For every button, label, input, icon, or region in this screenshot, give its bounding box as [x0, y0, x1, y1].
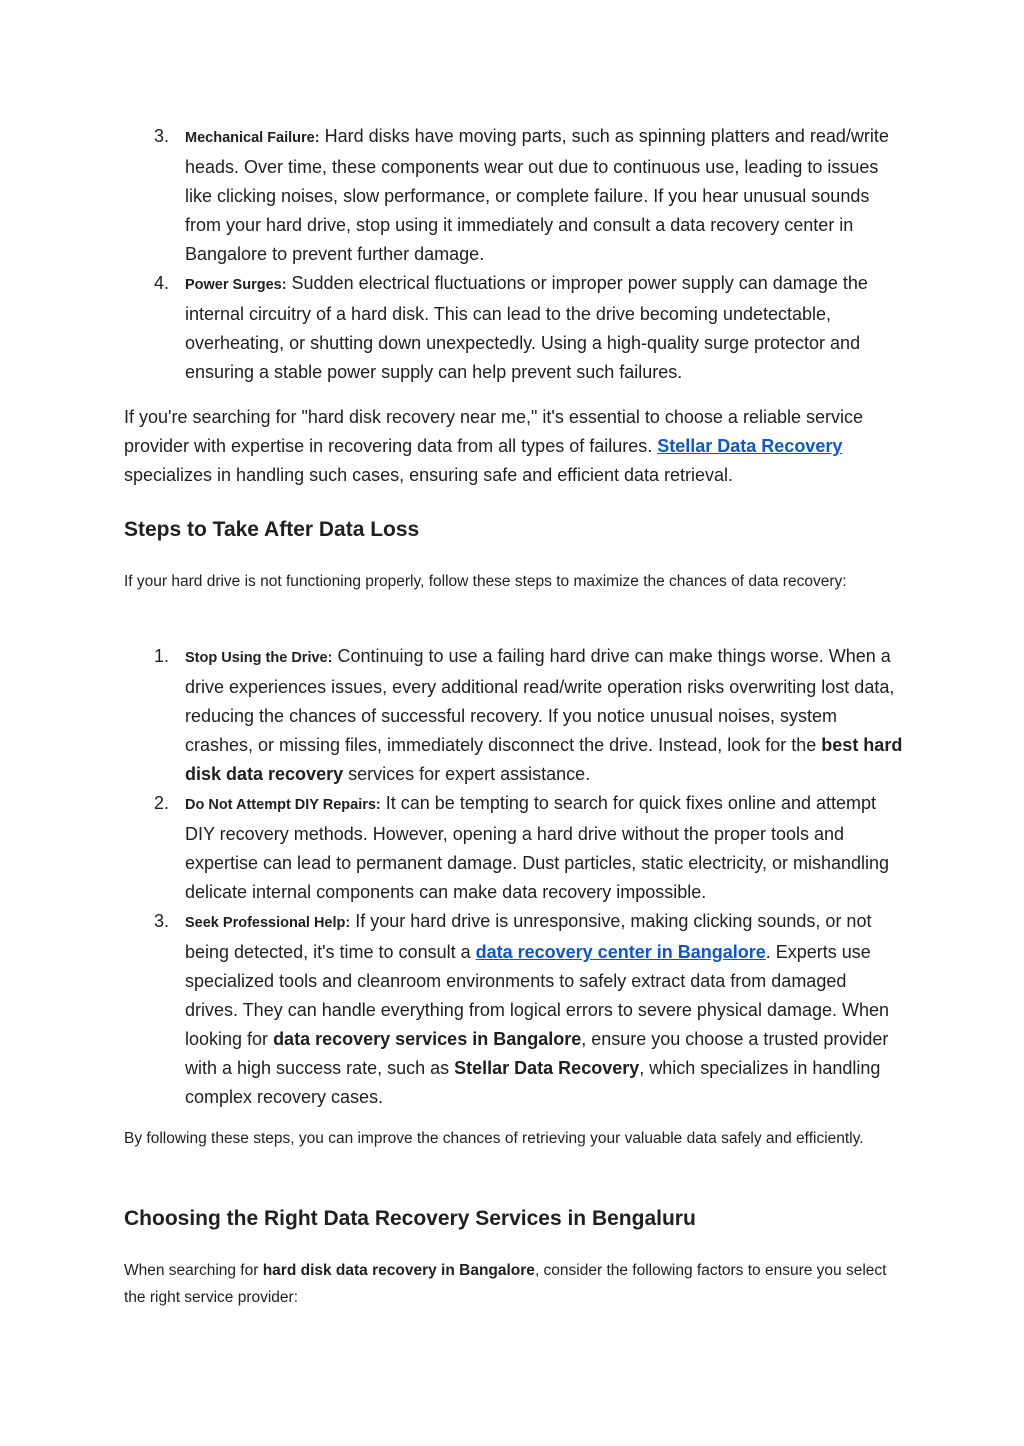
stellar-data-recovery-link[interactable]: Stellar Data Recovery	[657, 436, 843, 456]
paragraph-text: When searching for	[124, 1262, 263, 1279]
list-item-text: . Experts use specialized tools and cleanroom environments to safely extract data from damaged drives. They can handle everything from logical errors to severe physical damage. When looking for	[185, 942, 890, 1049]
heading-steps-after-data-loss: Steps to Take After Data Loss	[124, 518, 420, 541]
list-item-no-diy-repairs	[124, 789, 904, 907]
heading-choosing-services: Choosing the Right Data Recovery Services in Bengaluru	[124, 1207, 696, 1230]
list-item-lead: Seek Professional Help:	[185, 915, 351, 931]
steps-intro-paragraph: If your hard drive is not functioning properly, follow these steps to maximize the chances of data recovery:	[124, 573, 847, 590]
failure-causes-list	[124, 122, 904, 387]
list-item-text: Hard disks have moving parts, such as spinning platters and read/write heads. Over time, these components wear out due to continuous use, leading to issues like clicking noises, slow performance, or complete failure. If you hear unusual sounds from your hard drive, stop using it immediately and consult a data recovery center in Bangalore to prevent further damage.	[185, 126, 889, 264]
list-item-text: Sudden electrical fluctuations or improper power supply can damage the internal circuitry of a hard disk. This can lead to the drive becoming undetectable, overheating, or shutting down unexpectedly. Using a high-quality surge protector and ensuring a stable power supply can help prevent such failures.	[185, 273, 868, 382]
paragraph-text: specializes in handling such cases, ensuring safe and efficient data retrieval.	[124, 465, 734, 485]
bold-phrase: Stellar Data Recovery	[454, 1058, 640, 1078]
list-item-lead: Power Surges:	[185, 277, 287, 293]
paragraph-text: If you're searching for "hard disk recovery near me," it's essential to choose a reliable service provider with expertise in recovering data from all types of failures.	[124, 407, 863, 456]
list-item-text: It can be tempting to search for quick fixes online and attempt DIY recovery methods. However, opening a hard drive without the proper tools and expertise can lead to permanent damage. Dust particles, static electricity, or mishandling delicate internal components can make data recovery impossible.	[185, 793, 890, 902]
bold-phrase: best hard disk data recovery	[185, 735, 903, 784]
data-recovery-center-link[interactable]: data recovery center in Bangalore	[475, 942, 766, 962]
list-number: 3.	[154, 911, 170, 931]
list-item-lead: Do Not Attempt DIY Repairs:	[185, 797, 381, 813]
choosing-intro-paragraph	[124, 1257, 904, 1311]
list-number: 1.	[154, 646, 170, 666]
list-item-text: services for expert assistance.	[343, 764, 591, 784]
list-item-text: Continuing to use a failing hard drive can make things worse. When a drive experiences issues, every additional read/write operation risks overwriting lost data, reducing the chances of successful recovery. If you notice unusual noises, system crashes, or missing files, immediately disconnect the drive. Instead, look for the	[185, 646, 895, 755]
list-item-lead: Mechanical Failure:	[185, 130, 320, 146]
steps-outro-paragraph: By following these steps, you can improve the chances of retrieving your valuable data safely and efficiently.	[124, 1130, 864, 1147]
list-number: 4.	[154, 273, 170, 293]
list-item-stop-using-drive	[124, 642, 904, 789]
paragraph-text: , consider the following factors to ensure you select the right service provider:	[124, 1262, 887, 1306]
list-item-seek-professional-help	[124, 907, 904, 1112]
list-item-text: , which specializes in handling complex recovery cases.	[185, 1058, 881, 1107]
list-item-text: , ensure you choose a trusted provider with a high success rate, such as	[185, 1029, 889, 1078]
list-item-text: If your hard drive is unresponsive, making clicking sounds, or not being detected, it's time to consult a	[185, 911, 872, 962]
list-item-power-surges	[124, 269, 904, 387]
steps-list	[124, 642, 904, 1112]
bold-phrase: data recovery services in Bangalore	[273, 1029, 582, 1049]
recovery-near-me-paragraph	[124, 403, 904, 490]
bold-phrase: hard disk data recovery in Bangalore	[262, 1262, 535, 1279]
list-item-lead: Stop Using the Drive:	[185, 650, 333, 666]
list-number: 3.	[154, 126, 170, 146]
list-item-mechanical-failure	[124, 122, 904, 269]
list-number: 2.	[154, 793, 170, 813]
